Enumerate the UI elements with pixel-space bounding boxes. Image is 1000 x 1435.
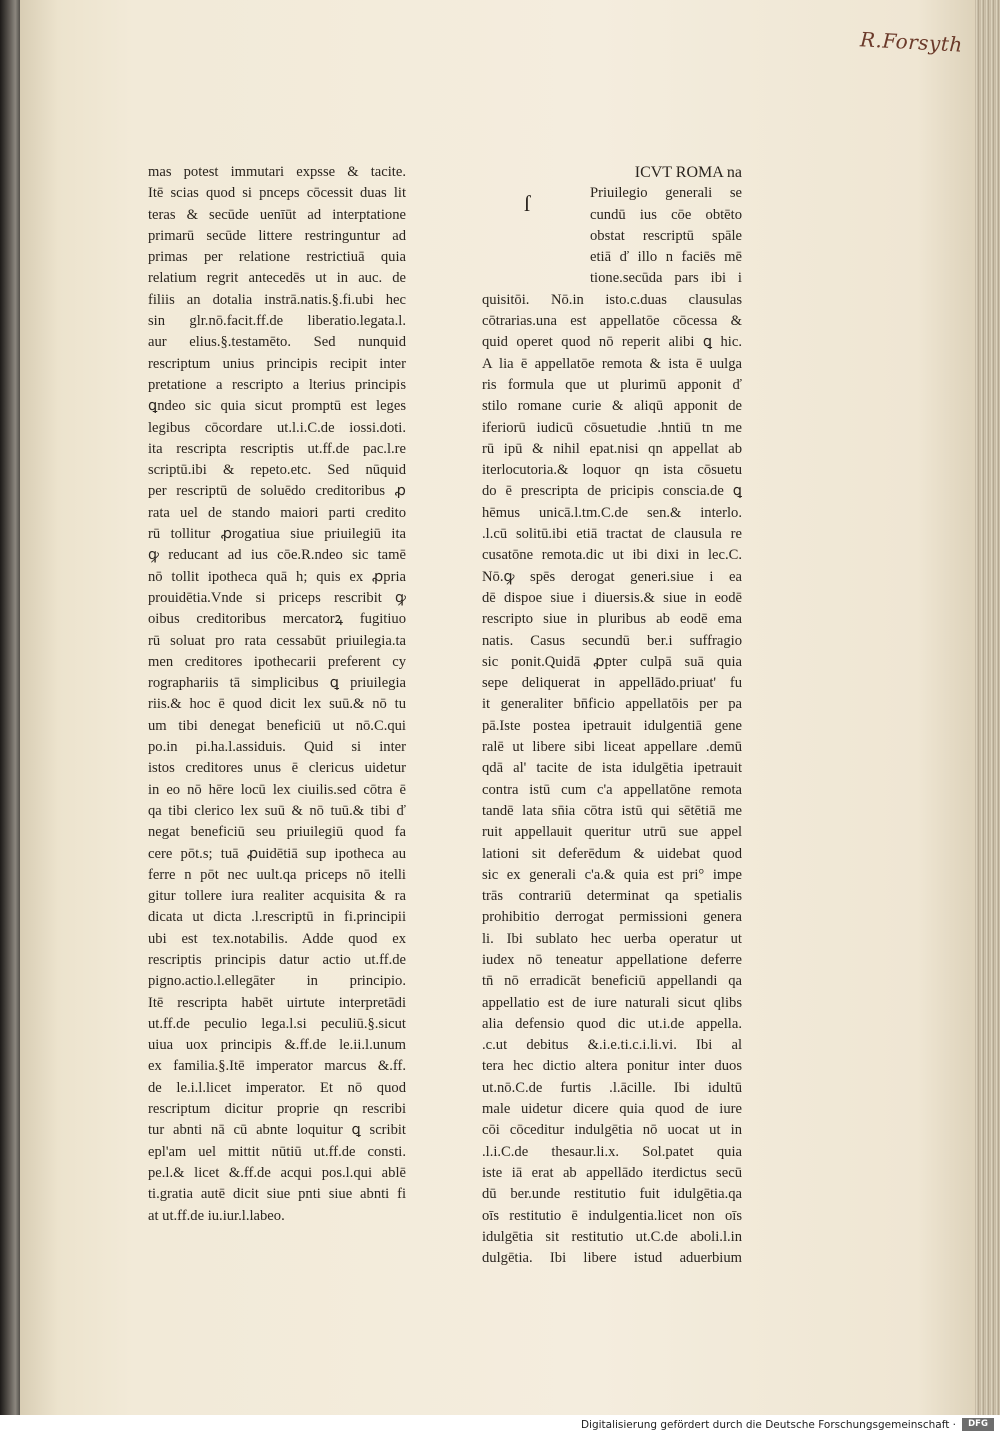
text-line: tn̄ nō erradicāt beneficiū appellandi qa	[482, 973, 742, 990]
handwritten-signature: R.Forsyth	[859, 27, 964, 57]
text-line: cusatōne remota.dic ut ibi dixi in lec.C.	[482, 547, 742, 564]
text-line: ut.nō.C.de furtis .l.ācille. Ibi idultū	[482, 1079, 742, 1096]
text-line: qa tibi clerico lex suū & nō tuū.& tibi ď	[148, 802, 406, 819]
text-line: .c.ut debitus &.i.e.ti.c.i.li.vi. Ibi al	[482, 1037, 742, 1054]
text-line: relatium regrit antecedēs ut in auc. de	[148, 270, 406, 287]
text-line: nō tollit ipotheca quā h; quis ex ꝓpria	[148, 568, 406, 585]
text-line: lationi sit deferēdum & uidebat quod	[482, 845, 742, 862]
text-line: dulgētia. Ibi libere istud aduerbium	[482, 1250, 742, 1267]
dfg-logo: DFG	[962, 1418, 994, 1431]
text-line: filiis an dotalia instrā.natis.§.fi.ubi hec	[148, 291, 406, 308]
text-line: um tibi denegat beneficiū ut nō.C.qui	[148, 717, 406, 734]
text-line: cere pōt.s; tuā ꝓuidētiā sup ipotheca au	[148, 845, 406, 862]
text-line: ut.ff.de peculio lega.l.si peculiū.§.sicut	[148, 1015, 406, 1032]
text-line: po.in pi.ha.l.assiduis. Quid si inter	[148, 739, 406, 756]
text-line: ꝙ reducant ad ius cōe.R.ndeo sic tamē	[148, 547, 406, 564]
text-line: quid operet quod nō reperit alibi ꝗ hic.	[482, 334, 742, 351]
text-line: qdā al' tacite de ista idulgētia ipetrauit	[482, 760, 742, 777]
text-line: rographariis tā simplicibus ꝗ priuilegia	[148, 675, 406, 692]
text-line: it generaliter bn̄ficio appellatōis per pa	[482, 696, 742, 713]
text-line: de le.i.l.licet imperator. Et nō quod	[148, 1079, 406, 1096]
text-line: rū tollitur ꝓrogatiua siue priuilegiū ita	[148, 526, 406, 543]
text-line: mas potest immutari expsse & tacite.	[148, 164, 406, 180]
text-line: ti.gratia autē dicit siue pnti siue abnti fi	[148, 1186, 406, 1203]
text-line: sic ex generali c'a.& quia est pri° impe	[482, 866, 742, 883]
text-line: tandē lata sn̄ia cōtra istū qui sētētiā me	[482, 802, 742, 819]
text-line: rescriptum dicitur proprie qn rescribi	[148, 1101, 406, 1118]
text-line: ferre n pōt nec uult.qa priceps nō itelli	[148, 866, 406, 883]
text-line: in eo nō hēre locū lex ciuilis.sed cōtra ē	[148, 781, 406, 798]
text-line: primas per relatione restrictiuā quia	[148, 249, 406, 266]
text-line: sic ponit.Quidā ꝓpter culpā suā quia	[482, 653, 742, 670]
page-edges	[975, 0, 1000, 1415]
text-line: hēmus unicā.l.tm.C.de sen.& interlo.	[482, 504, 742, 521]
text-line: rū ipū & nihil epat.nisi qn appellat ab	[482, 440, 742, 457]
text-line: dū ber.unde restitutio fuit idulgētia.qa	[482, 1186, 742, 1203]
text-line: sepe deliquerat in appellādo.priuat' fu	[482, 675, 742, 692]
text-line: ita rescripta rescriptis ut.ff.de pac.l.re	[148, 440, 406, 457]
text-line: pretatione a rescripto a lterius principis	[148, 376, 406, 393]
text-line: etiā ď illo n faciēs mē	[590, 249, 742, 266]
text-line: iterlocutoria.& loquor qn ista cōsuetu	[482, 462, 742, 479]
text-line: .l.cū solitū.ibi etiā tractat de clausula re	[482, 526, 742, 543]
text-line: alia defensio quod dic ut.i.de appella.	[482, 1015, 742, 1032]
left-text-column	[148, 162, 406, 1227]
text-line: primarū secūde littere restringuntur ad	[148, 227, 406, 244]
text-line: pā.Iste postea ipetrauit idulgentiā gene	[482, 717, 742, 734]
text-line: prohibitio derrogat permissioni genera	[482, 909, 742, 926]
text-line: oibus creditoribus mercatorꝝ fugitiuo	[148, 611, 406, 628]
section-heading: ICVT ROMA na	[634, 164, 742, 181]
text-line: natis. Casus secundū ber.i suffragio	[482, 632, 742, 649]
text-line: negat beneficiū seu priuilegiū quod fa	[148, 824, 406, 841]
text-line: Itē rescripta habēt uirtute interpretādi	[148, 994, 406, 1011]
text-line: pe.l.& licet &.ff.de acqui pos.l.qui ablē	[148, 1164, 406, 1181]
book-binding	[0, 0, 22, 1415]
text-line: ubi est tex.notabilis. Adde quod ex	[148, 930, 406, 947]
text-line: legibus cōcordare ut.l.i.C.de iossi.doti.	[148, 419, 406, 436]
text-line: iste iā erat ab appellādo iterdictus secū	[482, 1164, 742, 1181]
text-line: trās contrariū determinat qa spetialis	[482, 888, 742, 905]
text-line: li. Ibi sublato hec uerba operatur ut	[482, 930, 742, 947]
text-line: Nō.ꝙ spēs derogat generi.siue i ea	[482, 568, 742, 585]
text-line: quisitōi. Nō.in isto.c.duas clausulas	[482, 291, 742, 308]
text-line: men creditores ipothecarii preferent cy	[148, 653, 406, 670]
text-line: stilo romane curie & aliqū apponit de	[482, 398, 742, 415]
text-line: istos creditores unus ē clericus uidetur	[148, 760, 406, 777]
text-line: Priuilegio generali se	[590, 185, 742, 202]
text-line: uiua uox principis &.ff.de le.ii.l.unum	[148, 1037, 406, 1054]
initial-letter: ſ	[524, 191, 531, 217]
text-line: ꝗndeo sic quia sicut promptū est leges	[148, 398, 406, 415]
text-line: tur abnti nā cū abnte loquitur ꝗ scribit	[148, 1122, 406, 1139]
text-line: dē dispoe siue i diuersis.& siue in eodē	[482, 589, 742, 606]
text-line: per rescriptū de soluēdo creditoribus ꝓ	[148, 483, 406, 500]
text-line: sin glr.nō.facit.ff.de liberatio.legata.l.	[148, 313, 406, 330]
text-line: rescriptis principis datur actio ut.ff.de	[148, 951, 406, 968]
text-line: rū soluat pro rata cessabūt priuilegia.ta	[148, 632, 406, 649]
text-line: ex familia.§.Itē imperator marcus &.ff.	[148, 1058, 406, 1075]
text-line: Itē scias quod si pnceps cōcessit duas lit	[148, 185, 406, 202]
right-text-column	[482, 162, 742, 1269]
text-line: prouidētia.Vnde si priceps rescribit ꝙ	[148, 589, 406, 606]
text-line: iudex nō teneatur appellatione deferre	[482, 951, 742, 968]
text-line: pigno.actio.l.ellegāter in principio.	[148, 973, 406, 990]
text-line: cōi cōceditur indulgētia nō uocat ut in	[482, 1122, 742, 1139]
text-line: at ut.ff.de iu.iur.l.labeo.	[148, 1207, 285, 1224]
text-line: .l.i.C.de thesaur.li.x. Sol.patet quia	[482, 1143, 742, 1160]
text-line: teras & secūde uenīūt ad interptatione	[148, 206, 406, 223]
text-line: male uidetur dicere quia quod de iure	[482, 1101, 742, 1118]
text-line: cundū ius cōe obtēto	[590, 206, 742, 223]
text-line: idulgētia sit restitutio ut.C.de aboli.l.in	[482, 1228, 742, 1245]
text-line: rata uel de stando maiori parti credito	[148, 504, 406, 521]
text-line: A lia ē appellatōe remota & ista ē uulga	[482, 355, 742, 372]
text-line: tione.secūda pars ibi i	[590, 270, 742, 287]
text-line: tera hec dictio altera ponitur inter duos	[482, 1058, 742, 1075]
text-line: contra istū cum c'a appellatōne remota	[482, 781, 742, 798]
text-line: oīs restitutio ē indulgentia.licet non oīs	[482, 1207, 742, 1224]
text-line: cōtrarias.una est appellatōe cōcessa &	[482, 313, 742, 330]
text-line: riis.& hoc ē quod dicit lex suū.& nō tu	[148, 696, 406, 713]
text-line: ruit appellauit queritur utrū sue appel	[482, 824, 742, 841]
text-line: ris formula que ut plurimū apponit ď	[482, 376, 742, 393]
footer-bar	[0, 1415, 1000, 1435]
text-line: appellatio est de iure naturali sicut qlibs	[482, 994, 742, 1011]
text-line: scriptū.ibi & repeto.etc. Sed nūquid	[148, 462, 406, 479]
text-line: obstat rescriptū spāle	[590, 227, 742, 244]
text-line: rescripto siue in pluribus ab eodē ema	[482, 611, 742, 628]
text-line: iferiorū iudicū cōsuetudie .hntiū tn me	[482, 419, 742, 436]
text-line: epl'am uel mittit nūtiū ut.ff.de consti.	[148, 1143, 406, 1160]
initial-block	[482, 183, 742, 289]
right-body-lines	[482, 290, 742, 1270]
text-line: dicata ut dicta .l.rescriptū in fi.principii	[148, 909, 406, 926]
funding-note: Digitalisierung gefördert durch die Deutsche Forschungsgemeinschaft ·	[580, 1419, 956, 1431]
text-line: do ē prescripta de pricipis conscia.de ꝗ	[482, 483, 742, 500]
text-line: gitur tollere iura realiter acquisita & ra	[148, 888, 406, 905]
text-line: rescriptum unius principis recipit inter	[148, 355, 406, 372]
text-line: ralē ut libere sibi liceat appellare .demū	[482, 739, 742, 756]
text-line: aur elius.§.testamēto. Sed nunquid	[148, 334, 406, 351]
